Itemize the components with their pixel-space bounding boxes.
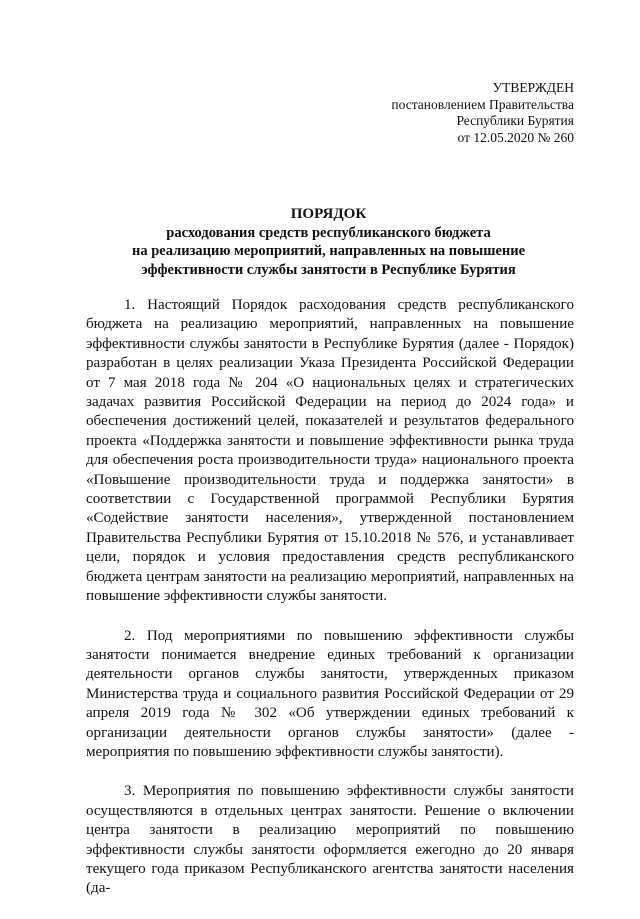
approval-line-republic: Республики Бурятия xyxy=(456,113,574,128)
title-heading: ПОРЯДОК xyxy=(290,206,367,222)
paragraph-2: 2. Под мероприятиями по повышению эффективности службы занятости понимается внедрение единых требований к организации деятельности органов службы занятости, утвержденных приказом Министерства труда и социального развития Российской Федерации от 29 апреля 2019 года № 302 «Об утверждении единых требований к организации деятельности органов службы занятости» (далее - мероприятия по повышению эффективности службы занятости). xyxy=(86,627,574,760)
title-line-1: расходования средств республиканского бюджета xyxy=(166,224,491,241)
document-body xyxy=(86,296,574,919)
approval-line-decree: постановлением Правительства xyxy=(391,96,574,112)
title-line-3: эффективности службы занятости в Республике Бурятия xyxy=(141,261,516,278)
paragraph-1: 1. Настоящий Порядок расходования средств республиканского бюджета на реализацию мероприятий, направленных на повышение эффективности службы занятости в Республике Бурятия (далее - Порядок) разработан в целях реализации Указа Президента Российской Федерации от 7 мая 2018 года № 204 «О национальных целях и стратегических задачах развития Российской Федерации на период до 2024 года» и обеспечения достижений целей, показателей и результатов федерального проекта «Поддержка занятости и повышение эффективности рынка труда для обеспечения роста производительности труда» национального проекта «Повышение производительности труда и поддержка занятости» в соответствии с Государственной программой Республики Бурятия «Содействие занятости населения», утвержденной постановлением Правительства Республики Бурятия от 15.10.2018 № 576, и устанавливает цели, порядок и условия предоставления средств республиканского бюджета центрам занятости на реализацию мероприятий, направленных на повышение эффективности службы занятости. xyxy=(86,297,574,605)
approval-stamp xyxy=(391,80,574,146)
approval-line-approved: УТВЕРЖДЕН xyxy=(492,80,574,95)
document-title xyxy=(80,205,577,279)
title-line-2: на реализацию мероприятий, направленных на повышение xyxy=(131,243,526,259)
approval-line-date: от 12.05.2020 № 260 xyxy=(457,129,574,145)
paragraph-3: 3. Мероприятия по повышению эффективности службы занятости осуществляются в отдельных центрах занятости. Решение о включении центра занятости в реализацию мероприятий по повышению эффективности службы занятости оформляется ежегодно до 20 января текущего года приказом Республиканского агентства занятости населения (да- xyxy=(86,783,574,897)
